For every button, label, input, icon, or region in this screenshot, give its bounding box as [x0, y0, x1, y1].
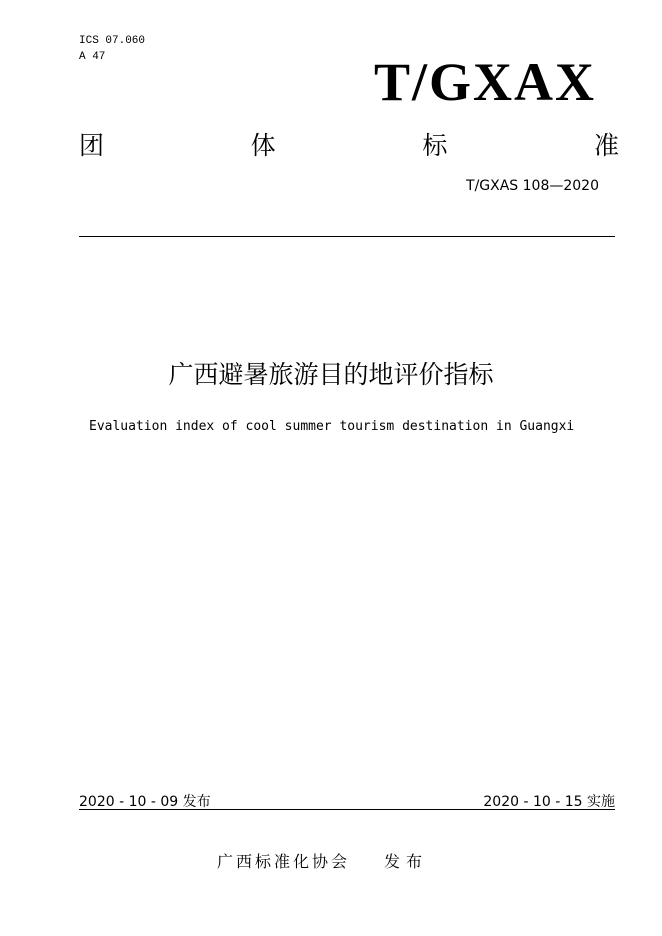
title-english: Evaluation index of cool summer tourism destination in Guangxi: [89, 419, 575, 434]
standard-type-char: 团: [79, 131, 105, 160]
title-chinese: 广西避暑旅游目的地评价指标: [168, 360, 494, 389]
standard-logo: T/GXAX: [373, 52, 596, 112]
standard-type: [79, 130, 619, 162]
classification-code: A 47: [79, 51, 106, 63]
standard-type-char: 准: [593, 131, 619, 160]
standard-type-char: 体: [250, 131, 276, 160]
issuer-name: 广西标准化协会: [217, 852, 351, 871]
standard-type-char: 标: [422, 131, 448, 160]
ics-code: ICS 07.060: [79, 35, 146, 47]
header-divider: [79, 236, 615, 237]
issue-label: 发布: [384, 852, 429, 871]
footer-divider: [79, 809, 615, 810]
document-number: T/GXAS 108—2020: [466, 178, 599, 194]
issuer-line: [217, 851, 428, 873]
implement-date: 2020 - 10 - 15 实施: [483, 794, 615, 810]
publish-date: 2020 - 10 - 09 发布: [79, 794, 211, 810]
